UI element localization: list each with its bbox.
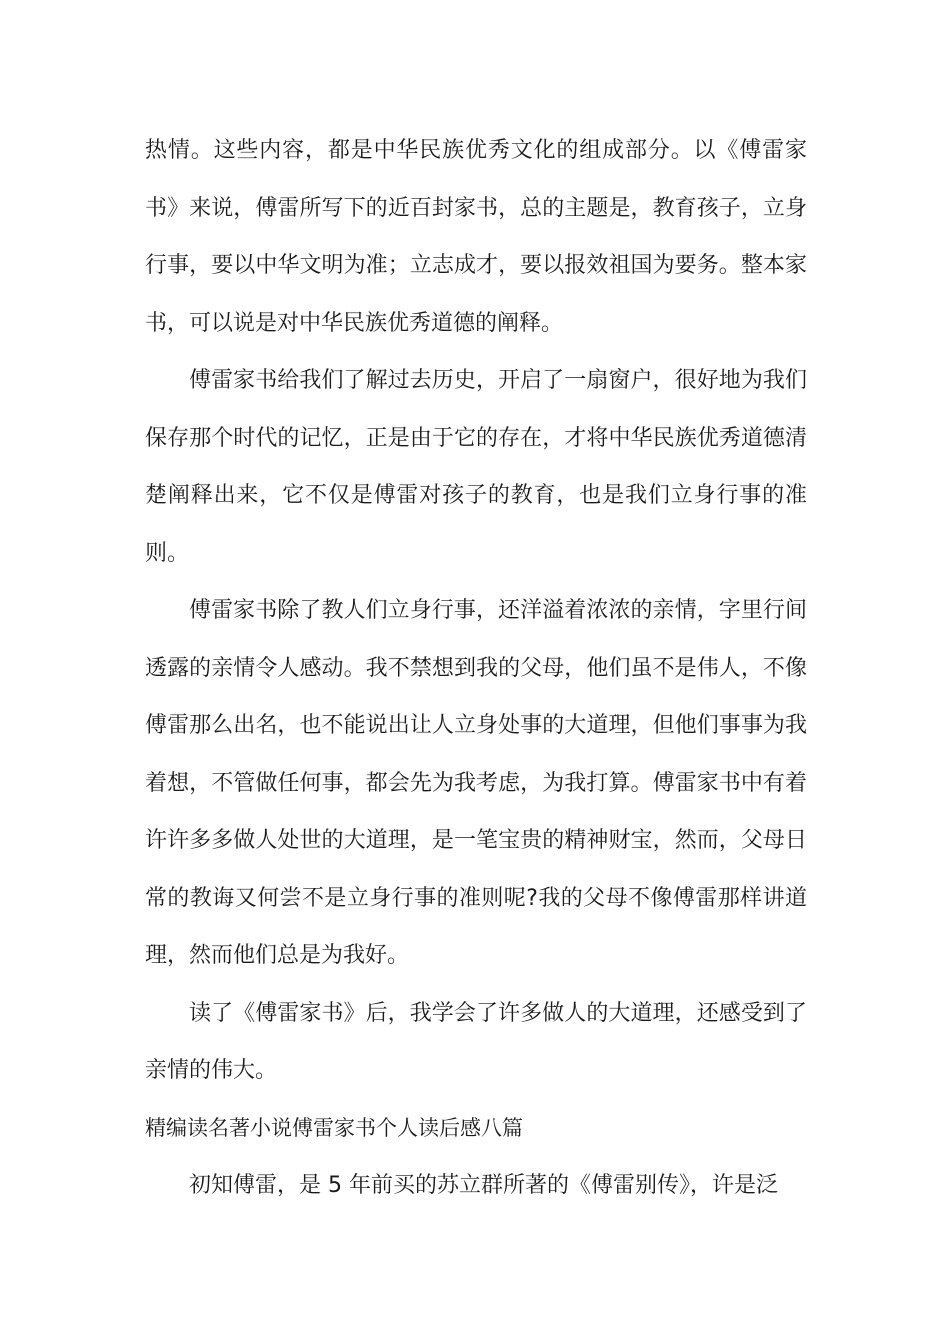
paragraph-4: 读了《傅雷家书》后，我学会了许多做人的大道理，还感受到了亲情的伟大。	[145, 1000, 807, 1083]
paragraph-5: 初知傅雷，是 5 年前买的苏立群所著的《傅雷别传》，许是泛	[189, 1173, 778, 1198]
paragraph-2: 傅雷家书给我们了解过去历史，开启了一扇窗户，很好地为我们保存那个时代的记忆，正是由于它的存在，才将中华民族优秀道德清楚阐释出来，它不仅是傅雷对孩子的教育，也是我们立身行事的准则。	[145, 368, 807, 566]
document-page	[145, 122, 807, 1215]
section-heading: 精编读名著小说傅雷家书个人读后感八篇	[145, 1115, 523, 1140]
paragraph-3: 傅雷家书除了教人们立身行事，还洋溢着浓浓的亲情，字里行间透露的亲情令人感动。我不禁想到我的父母，他们虽不是伟人，不像傅雷那么出名，也不能说出让人立身处事的大道理，但他们事事为我着想，不管做任何事，都会先为我考虑，为我打算。傅雷家书中有着许许多多做人处世的大道理，是一笔宝贵的精神财宝，然而，父母日常的教诲又何尝不是立身行事的准则呢?我的父母不像傅雷那样讲道理，然而他们总是为我好。	[145, 598, 807, 968]
paragraph-1: 热情。这些内容，都是中华民族优秀文化的组成部分。以《傅雷家书》来说，傅雷所写下的近百封家书，总的主题是，教育孩子，立身行事，要以中华文明为准；立志成才，要以报效祖国为要务。整本家书，可以说是对中华民族优秀道德的阐释。	[145, 138, 807, 336]
